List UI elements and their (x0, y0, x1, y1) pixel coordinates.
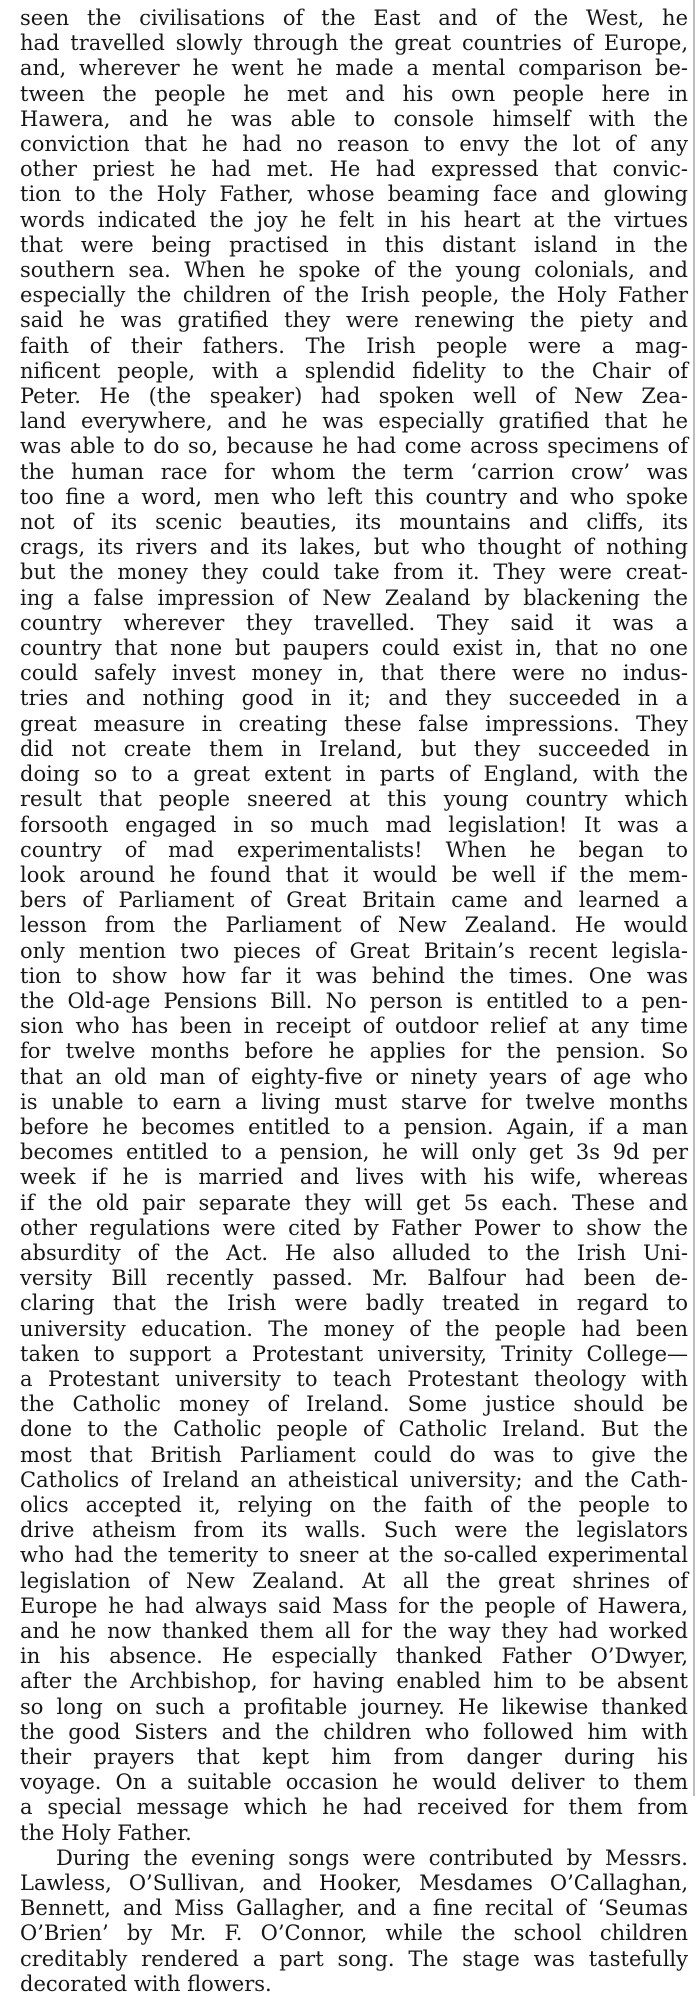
text-line: claring that the Irish were badly treated in regard to (20, 1291, 688, 1316)
column-rule (693, 0, 695, 1796)
text-line: before he becomes entitled to a pension. Again, if a man (20, 1114, 688, 1139)
text-line: great measure in creating these false impressions. They (20, 711, 688, 736)
text-line: faith of their fathers. The Irish people were a mag- (20, 333, 688, 358)
text-line: country that none but paupers could exist in, that no one (20, 636, 688, 661)
text-line: not of its scenic beauties, its mountains and cliffs, its (20, 510, 688, 535)
text-line: southern sea. When he spoke of the young colonials, and (20, 258, 688, 283)
text-line: but the money they could take from it. They were creat- (20, 560, 688, 585)
text-line: too fine a word, men who left this country and who spoke (20, 484, 688, 509)
text-line: country of mad experimentalists! When he began to (20, 837, 688, 862)
text-line: decorated with flowers. (20, 1971, 272, 1996)
text-line: Bennett, and Miss Gallagher, and a fine recital of ‘Seumas (20, 1896, 688, 1921)
text-line: lesson from the Parliament of New Zealand. He would (20, 913, 688, 938)
text-line: is unable to earn a living must starve for twelve months (20, 1089, 688, 1114)
text-line: after the Archbishop, for having enabled him to be absent (20, 1669, 688, 1694)
text-line: conviction that he had no reason to envy the lot of any (20, 132, 688, 157)
text-line: words indicated the joy he felt in his heart at the virtues (20, 207, 688, 232)
text-line: and, wherever he went he made a mental comparison be- (20, 56, 688, 81)
text-line: tion to the Holy Father, whose beaming face and glowing (20, 182, 688, 207)
text-line: creditably rendered a part song. The stage was tastefully (20, 1946, 688, 1971)
text-line: in his absence. He especially thanked Father O’Dwyer, (20, 1644, 688, 1669)
text-line: who had the temerity to sneer at the so-called experimental (20, 1543, 688, 1568)
text-line: seen the civilisations of the East and of the West, he (20, 6, 688, 30)
text-line: drive atheism from its walls. Such were the legislators (20, 1518, 688, 1543)
text-line: voyage. On a suitable occasion he would deliver to them (20, 1770, 688, 1795)
text-line: Hawera, and he was able to console himself with the (20, 106, 688, 131)
text-line: said he was gratified they were renewing the piety and (20, 308, 688, 333)
text-line: that an old man of eighty-five or ninety years of age who (20, 1064, 688, 1089)
text-line: legislation of New Zealand. At all the great shrines of (20, 1568, 688, 1593)
text-line: tries and nothing good in it; and they succeeded in a (20, 686, 688, 711)
text-line: done to the Catholic people of Catholic Ireland. But the (20, 1417, 688, 1442)
text-line: country wherever they travelled. They said it was a (20, 610, 688, 635)
text-line: ing a false impression of New Zealand by blackening the (20, 585, 688, 610)
text-line: absurdity of the Act. He also alluded to the Irish Uni- (20, 1240, 688, 1265)
text-line: the human race for whom the term ‘carrion crow’ was (20, 459, 688, 484)
text-line: a Protestant university to teach Protestant theology with (20, 1366, 688, 1391)
article-paragraph (20, 6, 688, 1846)
text-line: Europe he had always said Mass for the people of Hawera, (20, 1593, 688, 1618)
text-line: Catholics of Ireland an atheistical university; and the Cath- (20, 1467, 688, 1492)
text-line: so long on such a profitable journey. He likewise thanked (20, 1694, 688, 1719)
text-line: did not create them in Ireland, but they succeeded in (20, 736, 688, 761)
text-line: for twelve months before he applies for the pension. So (20, 1039, 688, 1064)
text-line: other priest he had met. He had expressed that convic- (20, 157, 688, 182)
text-line: Lawless, O’Sullivan, and Hooker, Mesdames O’Callaghan, (20, 1871, 688, 1896)
text-line: land everywhere, and he was especially gratified that he (20, 409, 688, 434)
text-line: tween the people he met and his own people here in (20, 81, 688, 106)
text-line: the Old-age Pensions Bill. No person is entitled to a pen- (20, 988, 688, 1013)
text-line: most that British Parliament could do was to give the (20, 1442, 688, 1467)
text-line: week if he is married and lives with his wife, whereas (20, 1165, 688, 1190)
text-line: forsooth engaged in so much mad legislation! It was a (20, 812, 688, 837)
text-line: O’Brien’ by Mr. F. O’Connor, while the school children (20, 1921, 688, 1946)
text-line: result that people sneered at this young country which (20, 787, 688, 812)
text-line: doing so to a great extent in parts of England, with the (20, 762, 688, 787)
text-line: a special message which he had received for them from (20, 1795, 688, 1820)
text-line: could safely invest money in, that there were no indus- (20, 661, 688, 686)
text-line: other regulations were cited by Father Power to show the (20, 1215, 688, 1240)
text-line: crags, its rivers and its lakes, but who thought of nothing (20, 535, 688, 560)
text-line: nificent people, with a splendid fidelity to the Chair of (20, 358, 688, 383)
text-line: if the old pair separate they will get 5s each. These and (20, 1190, 688, 1215)
text-line: their prayers that kept him from danger during his (20, 1745, 688, 1770)
text-line: bers of Parliament of Great Britain came and learned a (20, 888, 688, 913)
text-line: was able to do so, because he had come across specimens of (20, 434, 688, 459)
text-line: becomes entitled to a pension, he will only get 3s 9d per (20, 1140, 688, 1165)
text-line: During the evening songs were contributed by Messrs. (56, 1845, 688, 1870)
text-line: university education. The money of the people had been (20, 1316, 688, 1341)
text-line: the good Sisters and the children who followed him with (20, 1719, 688, 1744)
text-line: only mention two pieces of Great Britain’s recent legisla- (20, 938, 688, 963)
text-line: Peter. He (the speaker) had spoken well of New Zea- (20, 384, 688, 409)
text-line: taken to support a Protestant university, Trinity College— (20, 1341, 688, 1366)
text-line: olics accepted it, relying on the faith of the people to (20, 1492, 688, 1517)
text-line: sion who has been in receipt of outdoor relief at any time (20, 1014, 688, 1039)
text-line: and he now thanked them all for the way they had worked (20, 1619, 688, 1643)
text-line: especially the children of the Irish people, the Holy Father (20, 283, 688, 308)
text-line: tion to show how far it was behind the times. One was (20, 963, 688, 988)
text-line: the Catholic money of Ireland. Some justice should be (20, 1392, 688, 1417)
text-line: look around he found that it would be well if the mem- (20, 862, 688, 887)
text-line: that were being practised in this distant island in the (20, 232, 688, 257)
text-line: versity Bill recently passed. Mr. Balfour had been de- (20, 1266, 688, 1291)
text-line: the Holy Father. (20, 1820, 192, 1845)
article-paragraph (20, 1846, 688, 1997)
text-line: had travelled slowly through the great countries of Europe, (20, 31, 688, 56)
